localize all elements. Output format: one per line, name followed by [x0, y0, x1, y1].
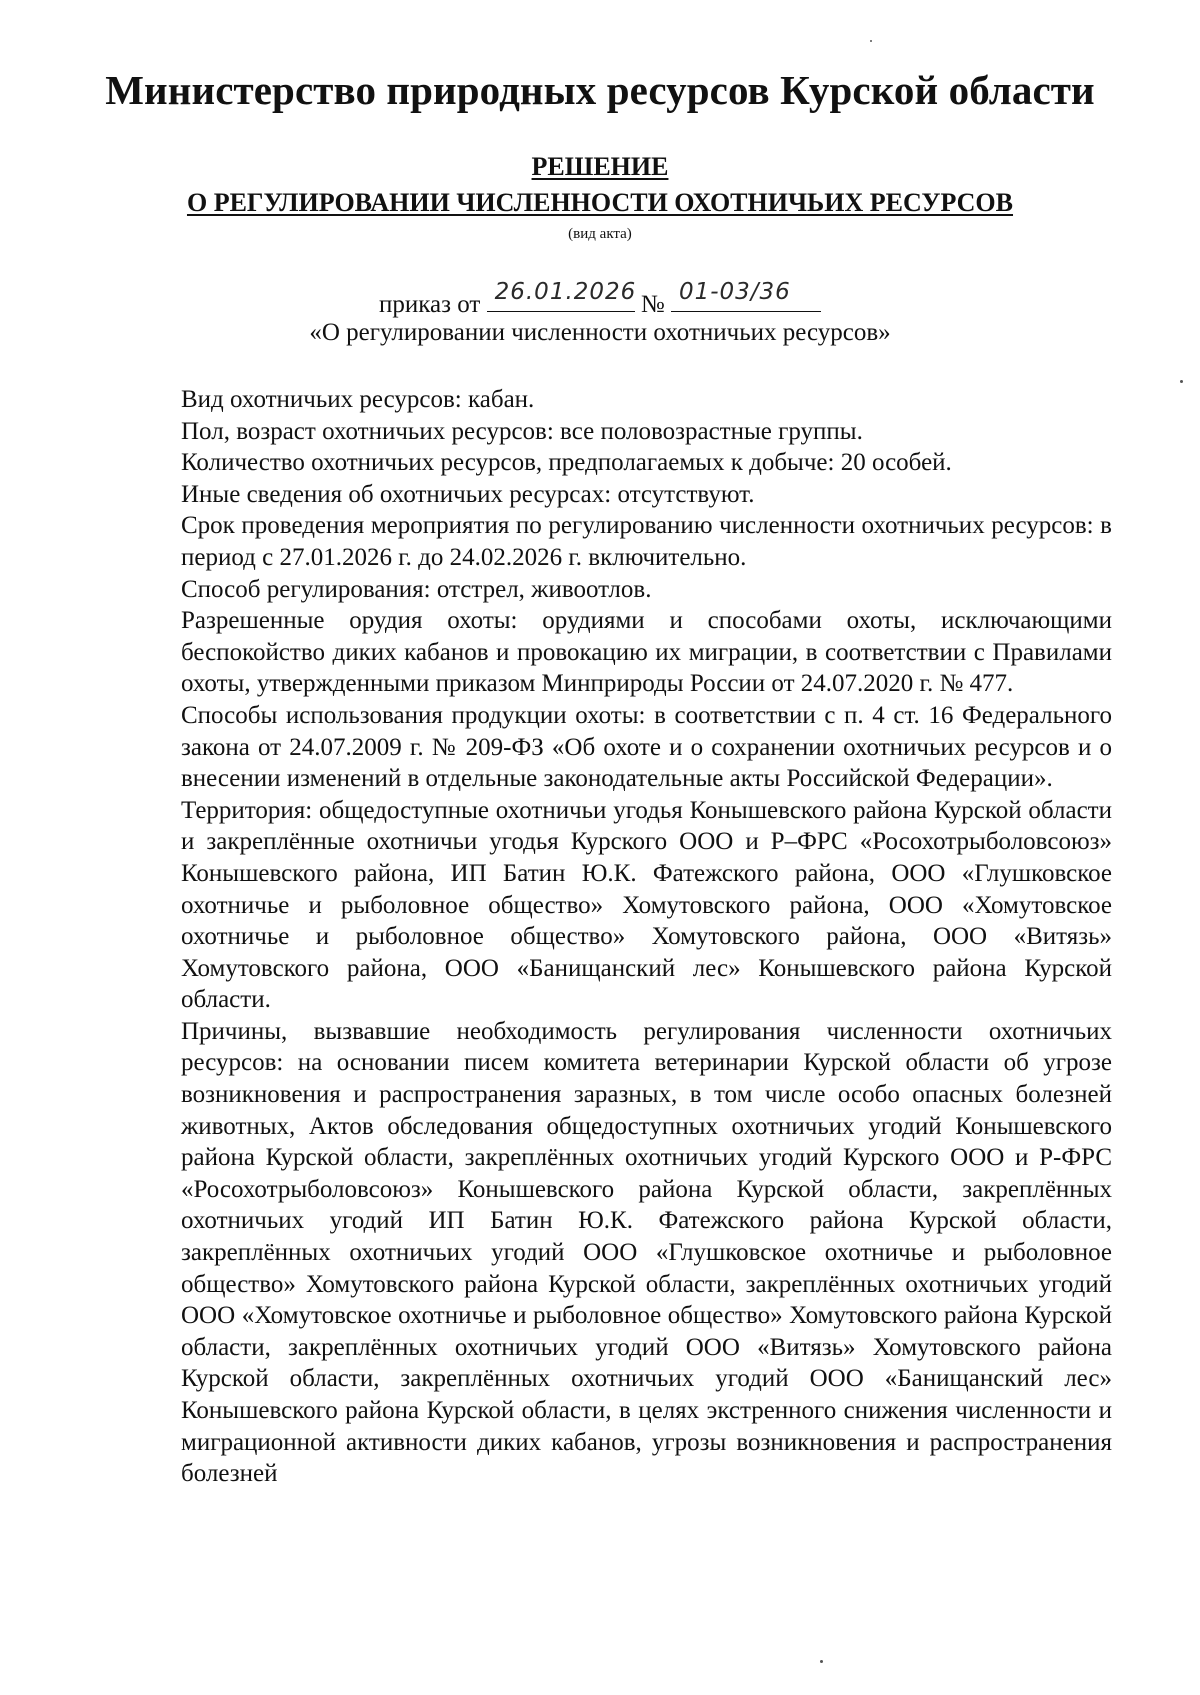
act-subject: О РЕГУЛИРОВАНИИ ЧИСЛЕННОСТИ ОХОТНИЧЬИХ РЕСУРСОВ	[186, 188, 1014, 217]
paragraph-period: Срок проведения мероприятия по регулированию численности охотничьих ресурсов: в период с 27.01.2026 г. до 24.02.2026 г. включительно.	[181, 512, 1112, 571]
act-kind-caption: (вид акта)	[568, 226, 632, 242]
paragraph-tools: Разрешенные орудия охоты: орудиями и способами охоты, исключающими беспокойство диких кабанов и провокацию их миграции, в соответствии с Правилами охоты, утвержденными приказом Минприроды России от 24.07.2020 г. № 477.	[181, 607, 1112, 698]
act-title: РЕШЕНИЕ	[531, 152, 669, 181]
scan-speck	[820, 1660, 823, 1663]
paragraph-quantity: Количество охотничьих ресурсов, предполагаемых к добыче: 20 особей.	[181, 449, 952, 477]
order-date-handwritten: 26.01.2026	[494, 279, 637, 305]
paragraph-resource-type: Вид охотничьих ресурсов: кабан.	[181, 386, 535, 413]
paragraph-reasons: Причины, вызвавшие необходимость регулирования численности охотничьих ресурсов: на основании писем комитета ветеринарии Курской области об угрозе возникновения и распространения заразных, в том числе особо опасных болезней животных, Актов обследования общедоступных охотничьих угодий Конышевского района Курской области, закреплённых охотничьих угодий Курского ООО и Р-ФРС «Росохотрыболовсоюз» Конышевского района Курской области, закреплённых охотничьих угодий ИП Батин Ю.К. Фатежского района Курской области, закреплённых охотничьих угодий ООО «Глушковское охотничье и рыболовное общество» Хомутовского района Курской области, закреплённых охотничьих угодий ООО «Хомутовское охотничье и рыболовное общество» Хомутовского района Курской области, закреплённых охотничьих угодий ООО «Витязь» Хомутовского района Курской области, закреплённых охотничьих угодий ООО «Банищанский лес» Конышевского района Курской области, в целях экстренного снижения численности и миграционной активности диких кабанов, угрозы возникновения и распространения болезней	[181, 1017, 1112, 1488]
order-number-handwritten: 01-03/36	[678, 279, 791, 305]
order-title: «О регулировании численности охотничьих ресурсов»	[309, 319, 891, 346]
paragraph-territory: Территория: общедоступные охотничьи угодья Конышевского района Курской области и закреплённые охотничьи угодья Курского ООО и Р–ФРС «Росохотрыболовсоюз» Конышевского района, ИП Батин Ю.К. Фатежского района, ООО «Глушковское охотничье и рыболовное общество» Хомутовского района, ООО «Хомутовское охотничье и рыболовное общество» Хомутовского района, ООО «Витязь» Хомутовского района, ООО «Банищанский лес» Конышевского района Курской области.	[181, 796, 1112, 1014]
order-date-field	[487, 279, 637, 312]
order-number-field	[671, 279, 821, 312]
order-number-label: №	[640, 291, 665, 318]
paragraph-sex-age: Пол, возраст охотничьих ресурсов: все половозрастные группы.	[181, 417, 863, 445]
order-prefix: приказ от	[379, 291, 481, 318]
ministry-heading: Министерство природных ресурсов Курской области	[105, 67, 1095, 113]
paragraph-product-use: Способы использования продукции охоты: в соответствии с п. 4 ст. 16 Федерального закона от 24.07.2009 г. № 209-ФЗ «Об охоте и о сохранении охотничьих ресурсов и о внесении изменений в отдельные законодательные акты Российской Федерации».	[181, 701, 1112, 793]
scan-speck	[1180, 380, 1183, 383]
paragraph-other-info: Иные сведения об охотничьих ресурсах: отсутствуют.	[181, 480, 755, 508]
paragraph-method: Способ регулирования: отстрел, живоотлов.	[181, 575, 652, 603]
document-body	[181, 384, 1112, 1490]
scan-speck	[870, 40, 872, 42]
